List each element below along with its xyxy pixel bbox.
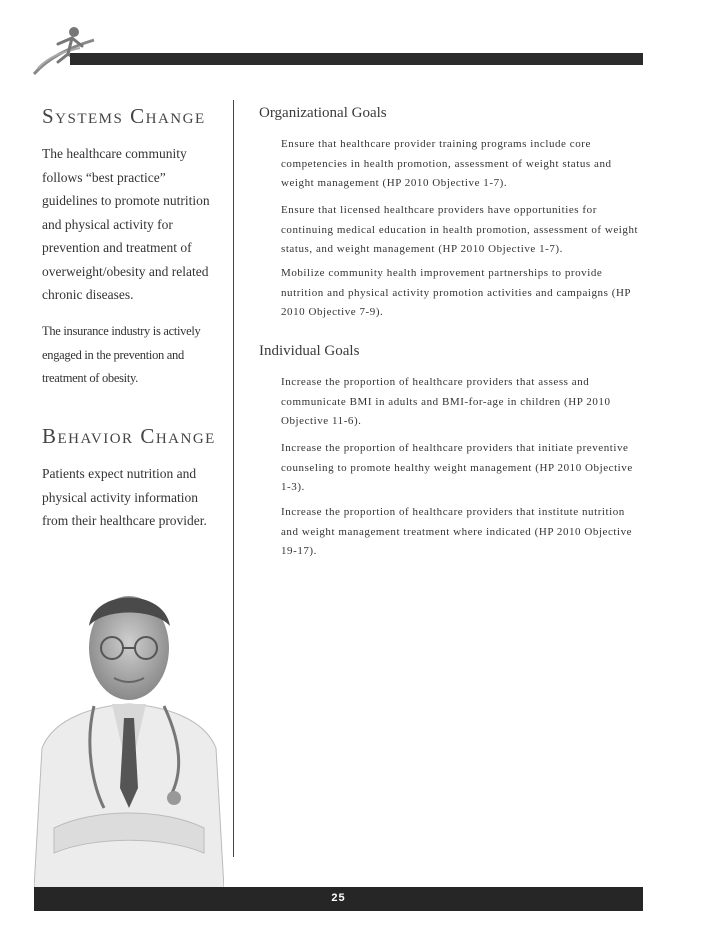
doctor-photo — [34, 578, 224, 888]
org-goal-item: Ensure that healthcare provider training programs include core competencies in health promotion, assessment of weight status and weight management (HP 2010 Objective 1-7). — [281, 138, 612, 189]
individual-goal-item: Increase the proportion of healthcare providers that initiate preventive counseling to promote healthy weight management (HP 2010 Objective 1-3). — [281, 442, 633, 493]
runner-logo-icon — [28, 18, 100, 82]
insurance-text: The insurance industry is actively engaged in the prevention and treatment of obesity. — [42, 324, 201, 385]
footer-bar — [34, 887, 643, 911]
org-goal-item: Ensure that licensed healthcare providers have opportunities for continuing medical education in health promotion, assessment of weight status, and weight management (HP 2010 Objective 1-7). — [281, 204, 639, 255]
individual-goal-item: Increase the proportion of healthcare providers that institute nutrition and weight management treatment where indicated (HP 2010 Objective 19-17). — [281, 506, 633, 557]
systems-change-text: The healthcare community follows “best practice” guidelines to promote nutrition and physical activity for prevention and treatment of overweight/obesity and related chronic diseases. — [42, 146, 210, 302]
behavior-change-text: Patients expect nutrition and physical activity information from their healthcare provider. — [42, 466, 207, 528]
org-goal-item: Mobilize community health improvement partnerships to provide nutrition and physical activity promotion activities and campaigns (HP 2010 Objective 7-9). — [281, 267, 631, 318]
page-number: 25 — [331, 892, 346, 904]
header-bar — [70, 53, 643, 65]
organizational-goals-heading: Organizational Goals — [259, 105, 387, 121]
behavior-change-heading: Behavior Change — [42, 424, 216, 448]
column-divider — [233, 100, 234, 857]
individual-goal-item: Increase the proportion of healthcare providers that assess and communicate BMI in adults and BMI-for-age in children (HP 2010 Objective 11-6). — [281, 376, 611, 427]
systems-change-heading: Systems Change — [42, 104, 206, 128]
individual-goals-heading: Individual Goals — [259, 343, 360, 359]
